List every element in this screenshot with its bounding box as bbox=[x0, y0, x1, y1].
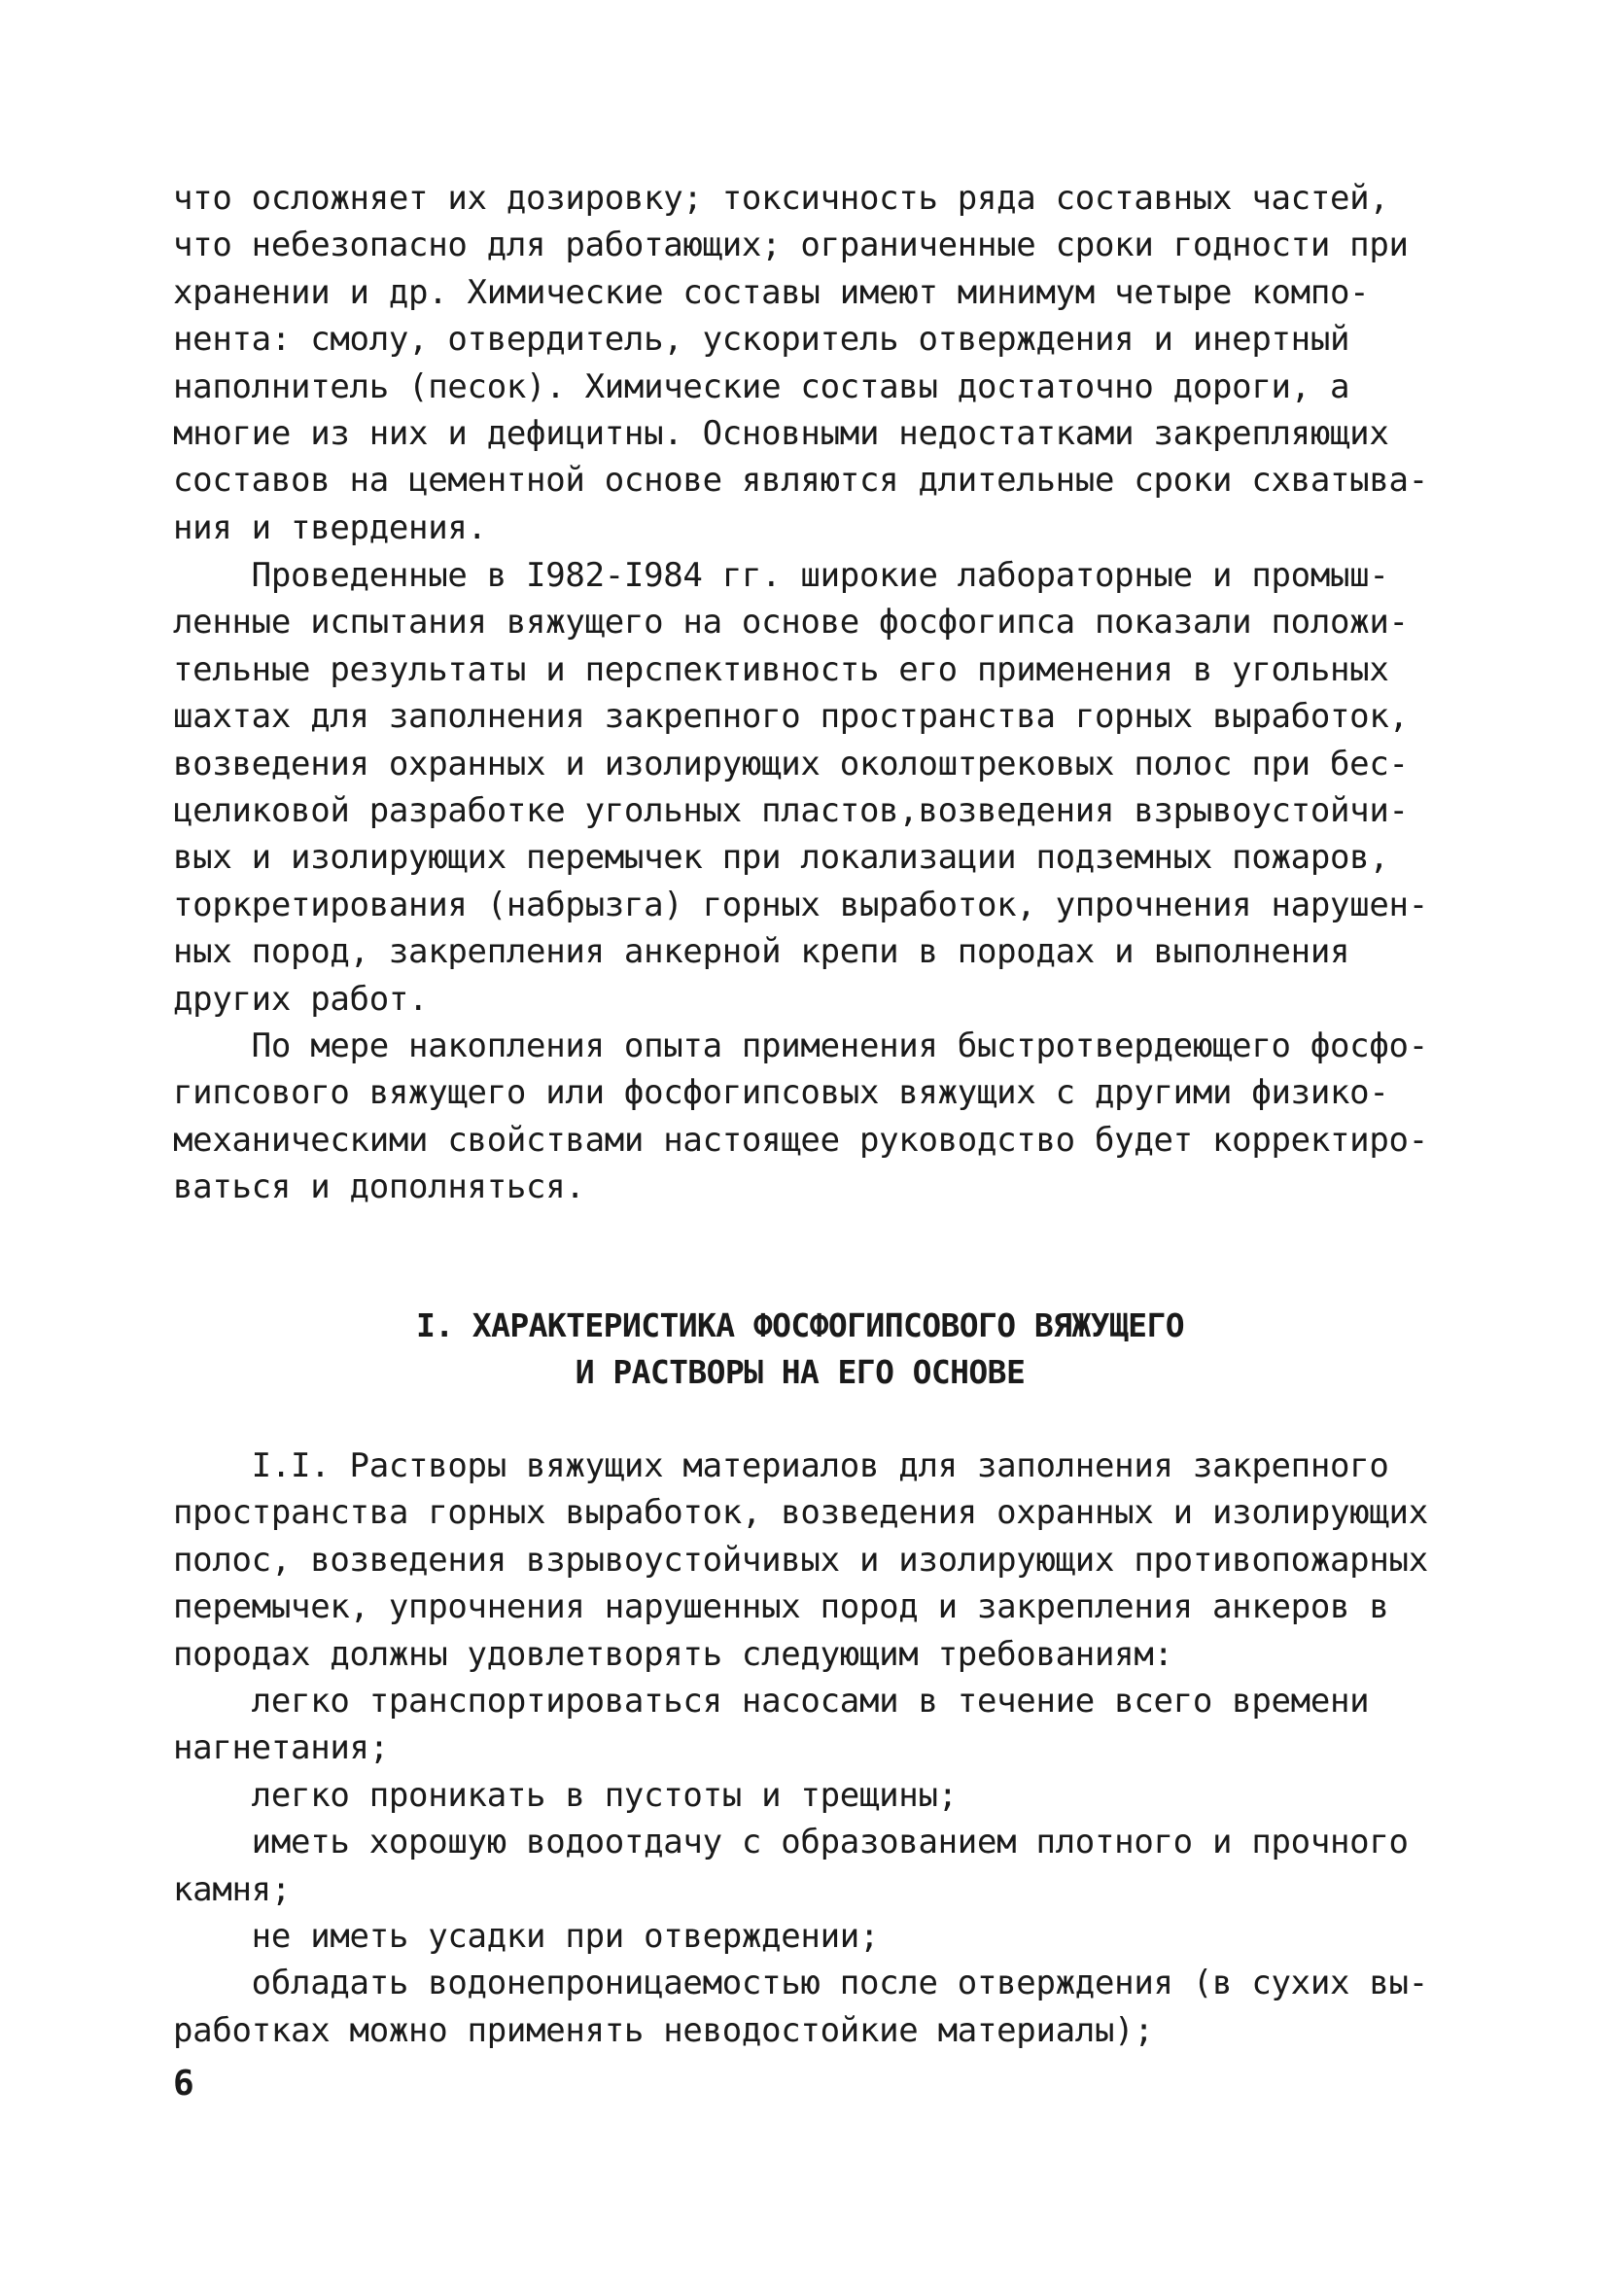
text-line: перемычек, упрочнения нарушенных пород и закрепления анкеров в bbox=[173, 1587, 1389, 1627]
text-line: что небезопасно для работающих; ограниченные сроки годности при bbox=[173, 226, 1409, 265]
text-line: ленные испытания вяжущего на основе фосфогипса показали положи- bbox=[173, 603, 1409, 643]
text-line: наполнитель (песок). Химические составы достаточно дороги, а bbox=[173, 366, 1350, 406]
section-heading-line-1: I. ХАРАКТЕРИСТИКА ФОСФОГИПСОВОГО ВЯЖУЩЕГО bbox=[416, 1306, 1184, 1344]
text-line: иметь хорошую водоотдачу с образованием плотного и прочного bbox=[173, 1823, 1409, 1862]
text-line: ваться и дополняться. bbox=[173, 1167, 585, 1207]
intro-paragraph bbox=[173, 175, 1427, 551]
text-line: тельные результаты и перспективность его применения в угольных bbox=[173, 649, 1389, 689]
text-line: легко проникать в пустоты и трещины; bbox=[173, 1775, 958, 1815]
text-line: пространства горных выработок, возведения охранных и изолирующих bbox=[173, 1493, 1428, 1533]
text-line: что осложняет их дозировку; токсичность ряда составных частей, bbox=[173, 179, 1389, 218]
text-line: Проведенные в I982-I984 гг. широкие лабораторные и промыш- bbox=[173, 556, 1389, 595]
text-line: ния и твердения. bbox=[173, 507, 487, 547]
text-line: легко транспортироваться насосами в течение всего времени bbox=[173, 1681, 1370, 1721]
text-line: I.I. Растворы вяжущих материалов для заполнения закрепного bbox=[173, 1446, 1389, 1485]
text-line: ных пород, закрепления анкерной крепи в породах и выполнения bbox=[173, 932, 1350, 972]
text-line: полос, возведения взрывоустойчивых и изолирующих противопожарных bbox=[173, 1540, 1428, 1580]
page-number: 6 bbox=[173, 2064, 194, 2104]
text-line: обладать водонепроницаемостью после отверждения (в сухих вы- bbox=[173, 1964, 1428, 2003]
text-line: гипсового вяжущего или фосфогипсовых вяжущих с другими физико- bbox=[173, 1073, 1389, 1113]
text-line: многие из них и дефицитны. Основными недостатками закрепляющих bbox=[173, 413, 1389, 453]
text-line: нагнетания; bbox=[173, 1728, 389, 1768]
text-line: породах должны удовлетворять следующим требованиям: bbox=[173, 1634, 1173, 1674]
section-body bbox=[173, 1443, 1427, 2054]
section-heading-line-2: И РАСТВОРЫ НА ЕГО ОСНОВЕ bbox=[575, 1353, 1026, 1392]
paragraph-testing-results bbox=[173, 552, 1427, 1023]
text-line: других работ. bbox=[173, 979, 429, 1019]
section-heading bbox=[173, 1303, 1427, 1397]
text-line: По мере накопления опыта применения быстротвердеющего фосфо- bbox=[173, 1026, 1428, 1065]
text-line: вых и изолирующих перемычек при локализации подземных пожаров, bbox=[173, 838, 1389, 878]
text-line: возведения охранных и изолирующих околоштрековых полос при бес- bbox=[173, 744, 1409, 783]
text-line: торкретирования (набрызга) горных выработок, упрочнения нарушен- bbox=[173, 885, 1428, 924]
text-line: механическими свойствами настоящее руководство будет корректиро- bbox=[173, 1120, 1428, 1160]
text-line: составов на цементной основе являются длительные сроки схватыва- bbox=[173, 461, 1428, 501]
text-line: камня; bbox=[173, 1869, 292, 1909]
text-line: шахтах для заполнения закрепного пространства горных выработок, bbox=[173, 697, 1409, 737]
text-line: хранении и др. Химические составы имеют минимум четыре компо- bbox=[173, 272, 1370, 312]
paragraph-guide-updates bbox=[173, 1023, 1427, 1211]
text-line: не иметь усадки при отверждении; bbox=[173, 1916, 880, 1956]
text-line: нента: смолу, отвердитель, ускоритель отверждения и инертный bbox=[173, 320, 1350, 360]
text-line: работках можно применять неводостойкие материалы); bbox=[173, 2010, 1154, 2050]
text-line: целиковой разработке угольных пластов,возведения взрывоустойчи- bbox=[173, 790, 1409, 830]
